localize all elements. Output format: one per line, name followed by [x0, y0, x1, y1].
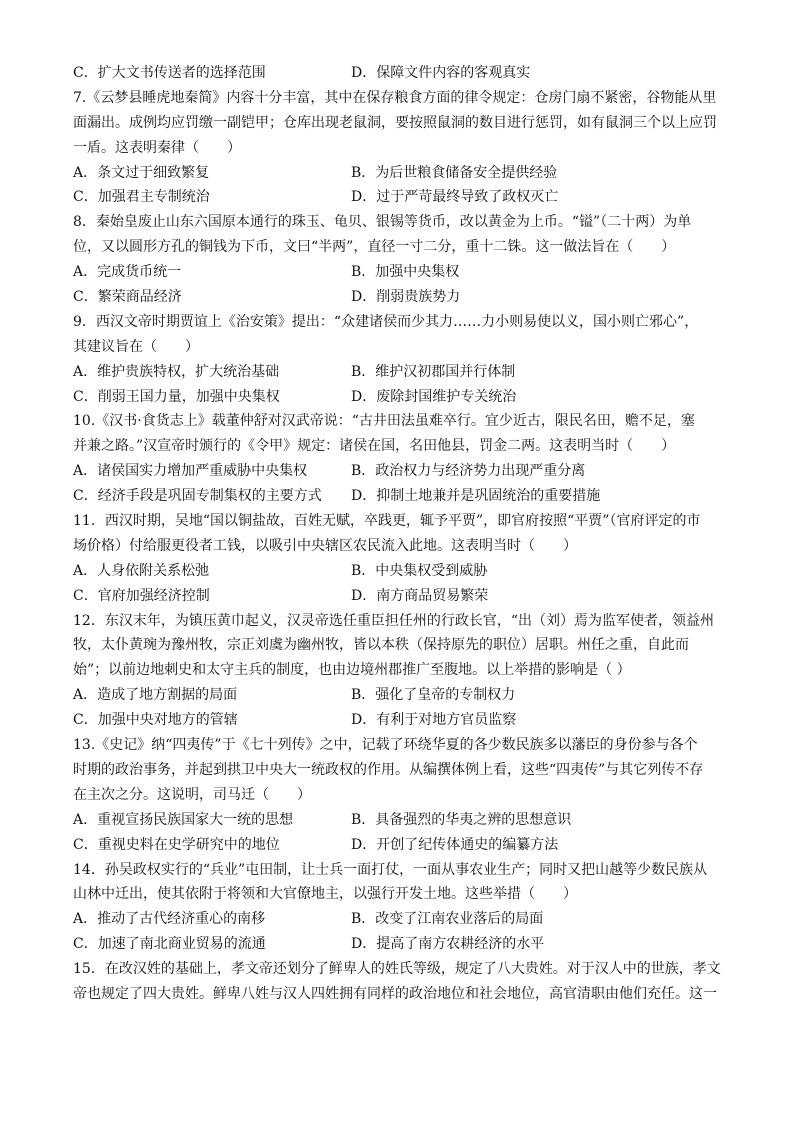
q8-stem-line-1: 8．秦始皇废止山东六国原本通行的珠玉、龟贝、银锡等货币，改以黄金为上币。“镒”（二十两）为单: [73, 214, 692, 231]
q13-option-c: C．重视史料在史学研究中的地位: [73, 836, 280, 853]
q8-options-cd: [73, 285, 723, 310]
q13-stem-line-3: 在主次之分。这说明，司马迁（ ）: [73, 786, 311, 803]
q8-options-ab: [73, 260, 723, 285]
q11-option-b: B．中央集权受到威胁: [351, 562, 488, 579]
q9-options-cd: [73, 385, 723, 410]
q12-option-b: B．强化了皇帝的专制权力: [351, 687, 516, 704]
q9-options-ab: [73, 360, 723, 385]
q14-options-cd: [73, 932, 723, 957]
q10-option-b: B．政治权力与经济势力出现严重分离: [351, 463, 586, 480]
q7-option-c: C．加强君主专制统治: [73, 189, 210, 206]
q11-option-a: A．人身依附关系松弛: [73, 562, 210, 579]
q9-option-b: B．维护汉初郡国并行体制: [351, 363, 516, 380]
q10-stem-line-1: 10.《汉书·食货志上》载董仲舒对汉武帝说：“古井田法虽难卒行。宜少近古，限民名田，赡不足，塞: [73, 413, 695, 430]
q13-option-d: D．开创了纪传体通史的编纂方法: [351, 836, 559, 853]
q6-option-d: D．保障文件内容的客观真实: [351, 65, 531, 81]
q11-option-d: D．南方商品贸易繁荣: [351, 587, 489, 604]
q7-stem-line-2: 面漏出。成例均应罚缴一副铠甲；仓库出现老鼠洞，要按照鼠洞的数目进行惩罚，如有鼠洞三个以上应罚: [73, 114, 717, 131]
q14-option-a: A．推动了古代经济重心的南移: [73, 911, 266, 928]
q13-options-cd: [73, 833, 723, 858]
q12-option-d: D．有利于对地方官员监察: [351, 712, 517, 729]
q7-options-cd: [73, 185, 723, 210]
q6-options-cd: [73, 61, 723, 86]
q10-option-a: A．诸侯国实力增加严重威胁中央集权: [73, 463, 308, 480]
q11-options-ab: [73, 559, 723, 584]
q12-options-cd: [73, 708, 723, 733]
q7-stem-line-3: 一盾。这表明秦律（ ）: [73, 139, 241, 156]
q7-options-ab: [73, 161, 723, 186]
q14-stem-line-1: 14．孙吴政权实行的“兵业”屯田制，让士兵一面打仗，一面从事农业生产；同时又把山越等少数民族从: [73, 861, 708, 878]
q6-option-c: C．扩大文书传送者的选择范围: [73, 65, 266, 81]
q14-option-c: C．加速了南北商业贸易的流通: [73, 936, 266, 953]
q8-option-c: C．繁荣商品经济: [73, 289, 182, 306]
q9-option-a: A．维护贵族特权，扩大统治基础: [73, 363, 280, 380]
q11-option-c: C．官府加强经济控制: [73, 587, 210, 604]
q14-stem-line-2: 山林中迁出，使其依附于将领和大官僚地主，以强行开发土地。这些举措（ ）: [73, 886, 577, 903]
q10-option-c: C．经济手段是巩固专制集权的主要方式: [73, 488, 322, 505]
q7-stem-line-1: 7.《云梦县睡虎地秦简》内容十分丰富，其中在保存粮食方面的律令规定：仓房门扇不紧密，谷物能从里: [73, 89, 717, 106]
q13-options-ab: [73, 808, 723, 833]
q7-option-d: D．过于严苛最终导致了政权灭亡: [351, 189, 559, 206]
q9-option-d: D．废除封国维护专关统治: [351, 388, 517, 405]
q15-stem-line-2: 帝也规定了四大贵姓。鲜卑八姓与汉人四姓拥有同样的政治地位和社会地位，高官清职由他们充任。这一: [73, 985, 717, 1002]
q11-options-cd: [73, 584, 723, 609]
q12-options-ab: [73, 683, 723, 708]
q8-stem-line-2: 位，又以圆形方孔的铜钱为下币，文曰“半两”，直径一寸二分，重十二铢。这一做法旨在（ ）: [73, 239, 676, 256]
q9-stem-line-1: 9．西汉文帝时期贾谊上《治安策》提出：“众建诸侯而少其力……力小则易使以义，国小则亡邪心”，: [73, 313, 699, 330]
q9-stem-line-2: 其建议旨在（ ）: [73, 338, 199, 355]
q14-option-b: B．改变了江南农业落后的局面: [351, 911, 544, 928]
q12-stem-line-2: 牧，太仆黄琬为豫州牧，宗正刘虞为幽州牧，皆以本秩（保持原先的职位）居职。州任之重，自此而: [73, 637, 689, 654]
q9-option-c: C．削弱王国力量，加强中央集权: [73, 388, 280, 405]
q10-options-ab: [73, 459, 723, 484]
q11-stem-line-2: 场价格）付给服更役者工钱，以吸引中央辖区农民流入此地。这表明当时（ ）: [73, 537, 577, 554]
q10-option-d: D．抑制土地兼并是巩固统治的重要措施: [351, 488, 601, 505]
q7-option-b: B．为后世粮食储备安全提供经验: [351, 164, 558, 181]
q12-stem-line-3: 始”；以前边地刺史和太守主兵的制度，也由边境州郡推广至腹地。以上举措的影响是（ ）: [73, 662, 631, 679]
q15-stem-line-1: 15．在改汉姓的基础上，孝文帝还划分了鲜卑人的姓氏等级，规定了八大贵姓。对于汉人中的世族，孝文: [73, 961, 721, 978]
q12-option-c: C．加强中央对地方的管辖: [73, 712, 238, 729]
q12-option-a: A．造成了地方割据的局面: [73, 687, 238, 704]
q14-options-ab: [73, 907, 723, 932]
q11-stem-line-1: 11．西汉时期，吴地“国以铜盐故，百姓无赋，卒践更，辄予平贾”，即官府按照“平贾”（官府评定的市: [73, 513, 701, 530]
q10-stem-line-2: 并兼之路。”汉宣帝时颁行的《令甲》规定：诸侯在国，名田他县，罚金二两。这表明当时（ ）: [73, 438, 676, 455]
q13-option-b: B．具备强烈的华夷之辨的思想意识: [351, 811, 572, 828]
q10-options-cd: [73, 484, 723, 509]
q8-option-a: A．完成货币统一: [73, 264, 182, 281]
q7-option-a: A．条文过于细致繁复: [73, 164, 210, 181]
exam-content: [73, 61, 723, 1007]
q14-option-d: D．提高了南方农耕经济的水平: [351, 936, 545, 953]
q13-stem-line-1: 13.《史记》纳“四夷传”于《七十列传》之中，记载了环绕华夏的各少数民族多以藩臣的身份参与各个: [73, 737, 698, 754]
q8-option-b: B．加强中央集权: [351, 264, 460, 281]
q13-option-a: A．重视宣扬民族国家大一统的思想: [73, 811, 294, 828]
q12-stem-line-1: 12．东汉末年，为镇压黄巾起义，汉灵帝选任重臣担任州的行政长官，“出（刘）焉为监军使者，领益州: [73, 612, 714, 629]
q13-stem-line-2: 时期的政治事务，并起到拱卫中央大一统政权的作用。从编撰体例上看，这些“四夷传”与其它列传不存: [73, 761, 704, 778]
q8-option-d: D．削弱贵族势力: [351, 289, 461, 306]
